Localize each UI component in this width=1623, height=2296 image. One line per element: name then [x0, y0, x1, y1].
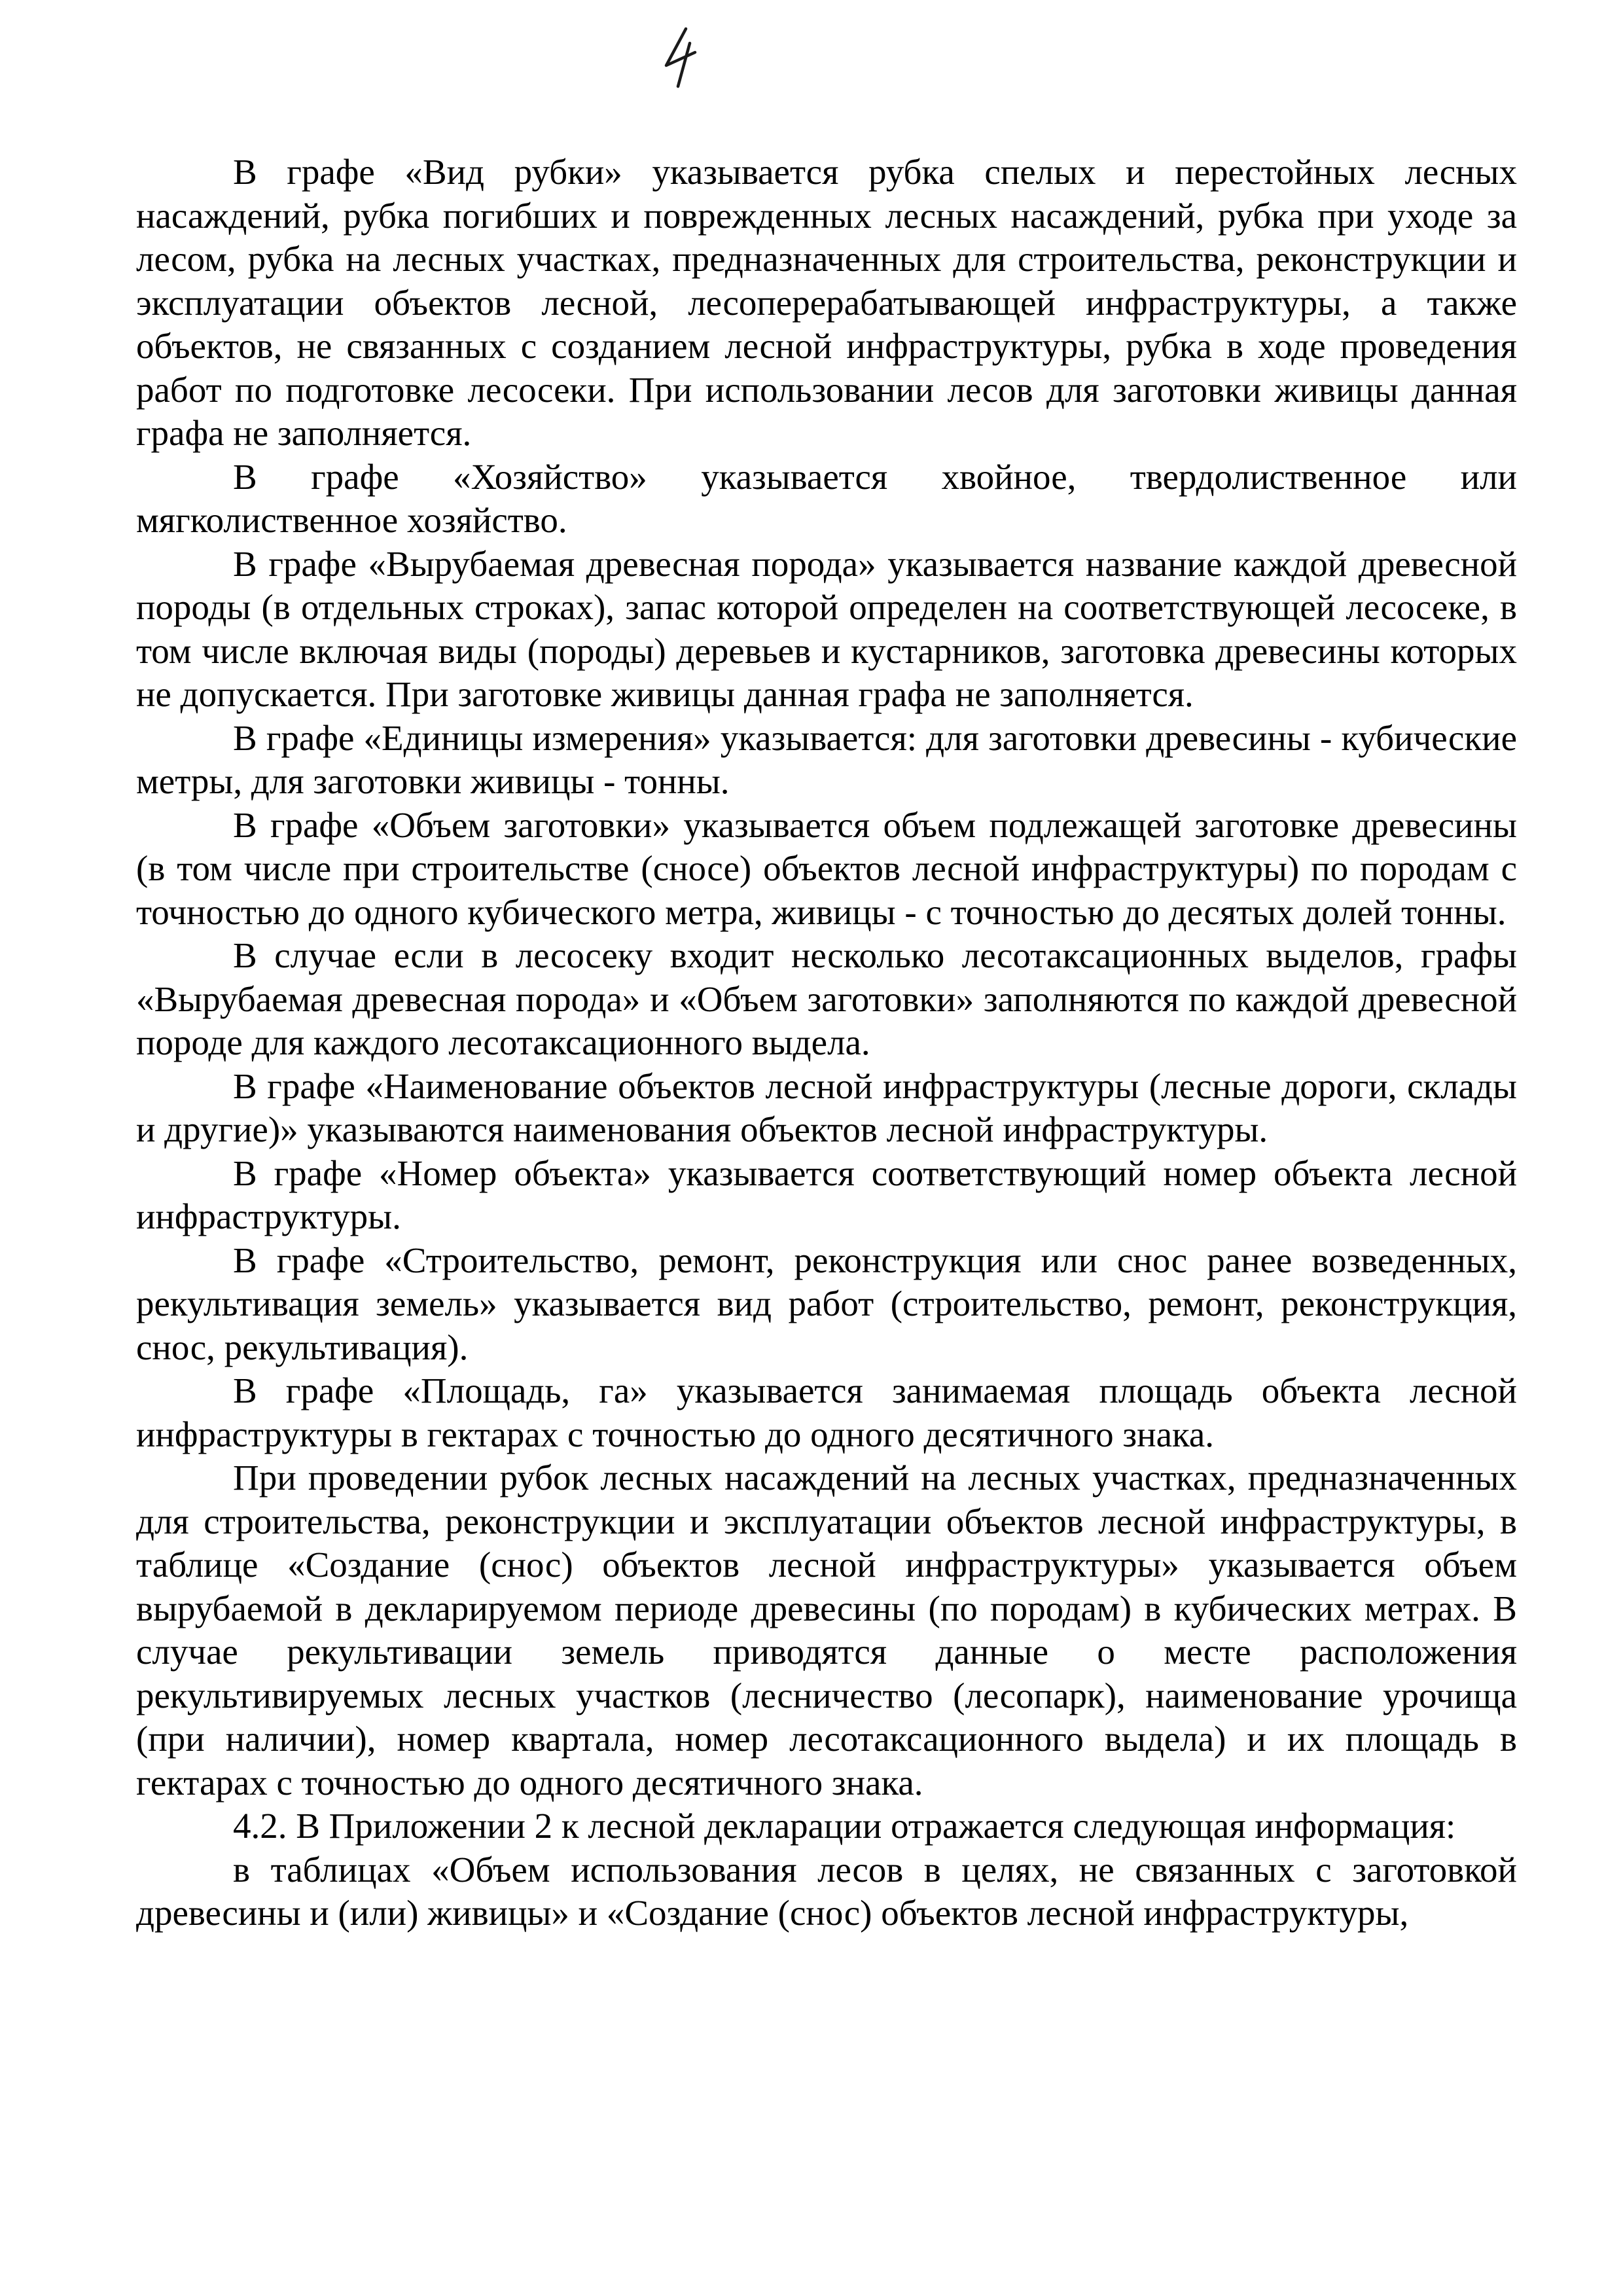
page-number — [661, 25, 700, 90]
paragraph-obem-zagotovki: В графе «Объем заготовки» указывается объем подлежащей заготовке древесины (в том числе при строительстве (сносе) объектов лесной инфраструктуры) по породам с точностью до одного кубического метра, живицы - с точностью до десятых долей тонны. — [136, 804, 1517, 932]
paragraph-section-4-2: 4.2. В Приложении 2 к лесной декларации отражается следующая информация: — [233, 1806, 1456, 1846]
paragraph-edinitsy-izmereniya: В графе «Единицы измерения» указывается: для заготовки древесины - кубические метры, для заготовки живицы - тонны. — [136, 717, 1517, 801]
paragraph-ploshchad: В графе «Площадь, га» указывается занимаемая площадь объекта лесной инфраструктуры в гектарах с точностью до одного десятичного знака. — [136, 1371, 1517, 1454]
handwritten-page-number-mark — [661, 25, 700, 90]
paragraph-vid-rubki: В графе «Вид рубки» указывается рубка спелых и перестойных лесных насаждений, рубка погибших и поврежденных лесных насаждений, рубка при уходе за лесом, рубка на лесных участках, предназначенных для строительства, реконструкции и эксплуатации объектов лесной, лесоперерабатывающей инфраструктуры, а также объектов, не связанных с созданием лесной инфраструктуры, рубка в ходе проведения работ по подготовке лесосеки. При использовании лесов для заготовки живицы данная графа не заполняется. — [136, 152, 1517, 453]
paragraph-tablitsy: в таблицах «Объем использования лесов в целях, не связанных с заготовкой древесины и (или) живицы» и «Создание (снос) объектов лесной инфраструктуры, — [136, 1849, 1517, 1933]
paragraph-neskolko-vydelov: В случае если в лесосеку входит несколько лесотаксационных выделов, графы «Вырубаемая древесная порода» и «Объем заготовки» заполняются по каждой древесной породе для каждого лесотаксационного выдела. — [136, 935, 1517, 1062]
document-body — [136, 151, 1517, 1935]
paragraph-naimenovanie-obektov: В графе «Наименование объектов лесной инфраструктуры (лесные дороги, склады и другие)» указываются наименования объектов лесной инфраструктуры. — [136, 1066, 1517, 1149]
paragraph-khozyaistvo: В графе «Хозяйство» указывается хвойное, твердолиственное или мягколиственное хозяйство. — [136, 456, 1517, 540]
paragraph-vyrubaemaya-poroda: В графе «Вырубаемая древесная порода» указывается название каждой древесной породы (в отдельных строках), запас которой определен на соответствующей лесосеке, в том числе включая виды (породы) деревьев и кустарников, заготовка древесины которых не допускается. При заготовке живицы данная графа не заполняется. — [136, 543, 1517, 714]
paragraph-nomer-obekta: В графе «Номер объекта» указывается соответствующий номер объекта лесной инфраструктуры. — [136, 1153, 1517, 1236]
paragraph-provedenie-rubok: При проведении рубок лесных насаждений на лесных участках, предназначенных для строительства, реконструкции и эксплуатации объектов лесной инфраструктуры, в таблице «Создание (снос) объектов лесной инфраструктуры» указывается объем вырубаемой в декларируемом периоде древесины (по породам) в кубических метрах. В случае рекультивации земель приводятся данные о месте расположения рекультивируемых лесных участков (лесничество (лесопарк), наименование урочища (при наличии), номер квартала, номер лесотаксационного выдела) и их площадь в гектарах с точностью до одного десятичного знака. — [136, 1458, 1517, 1803]
paragraph-stroitelstvo-remont: В графе «Строительство, ремонт, реконструкция или снос ранее возведенных, рекультивация земель» указывается вид работ (строительство, ремонт, реконструкция, снос, рекультивация). — [136, 1240, 1517, 1367]
